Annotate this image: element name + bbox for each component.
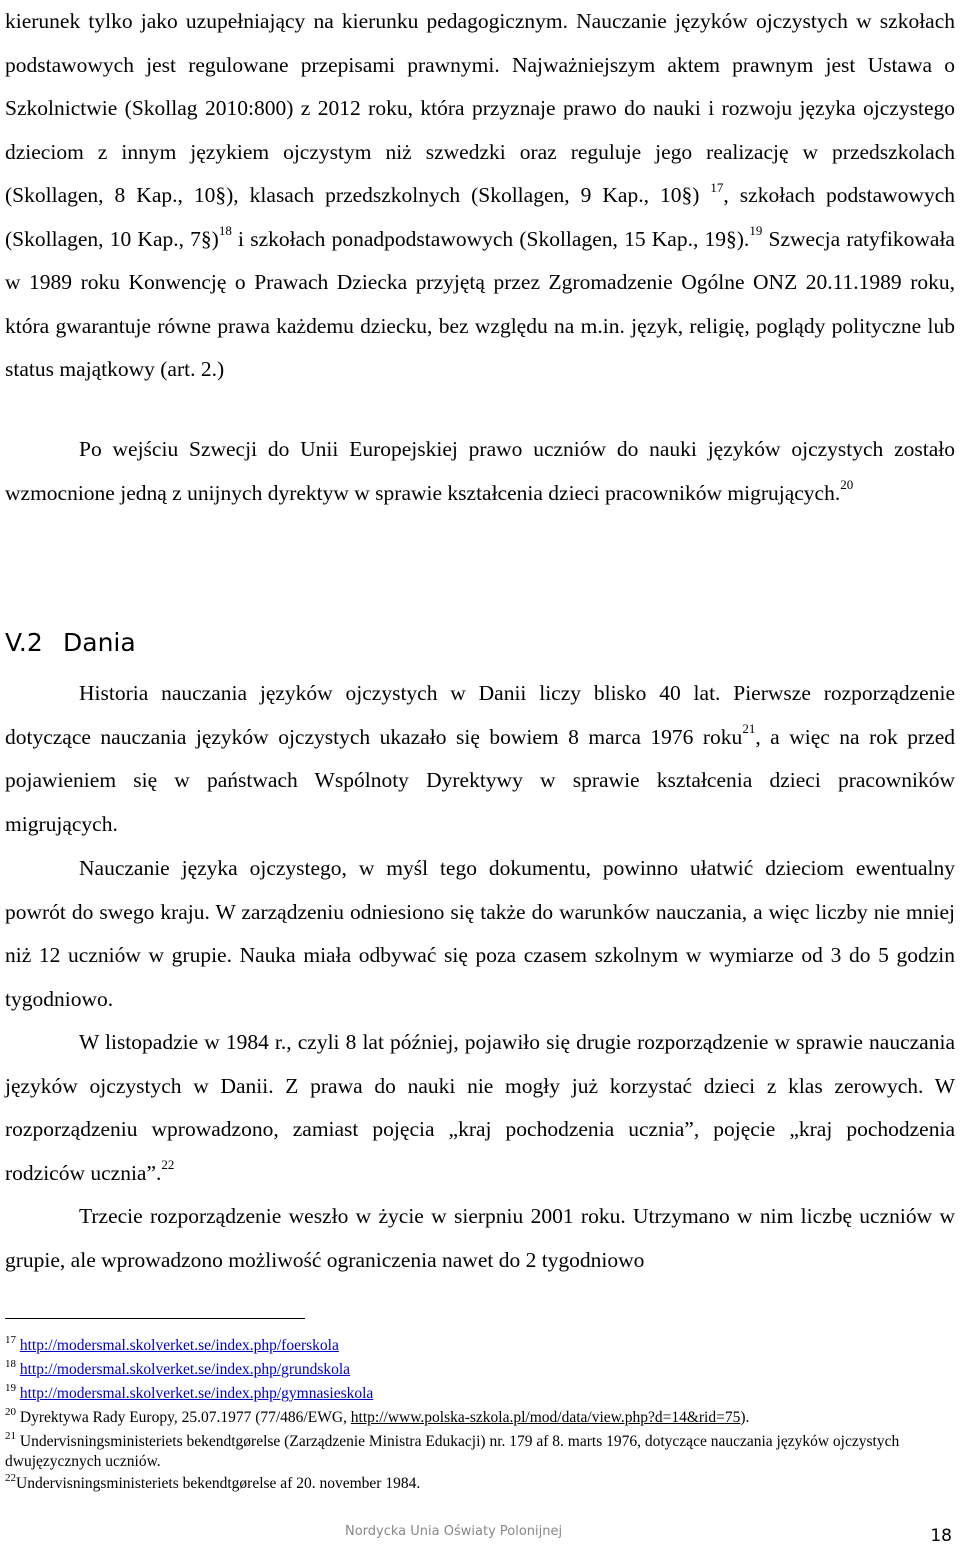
paragraph-1-text-a: kierunek tylko jako uzupełniający na kierunku pedagogicznym. Nauczanie języków ojczystych w szkołach podstawowych jest regulowane przepisami prawnymi. Najważniejszym aktem prawnym jest Ustawa o Szkolnictwie (Skollag 2010:800) z 2012 roku, która przyznaje prawo do nauki i rozwoju języka ojczystego dzieciom z innym językiem ojczystym niż szwedzki oraz reguluje jego realizację w przedszkolach (Skollagen, 8 Kap., 10§), klasach przedszkolnych (Skollagen, 9 Kap., 10§): [5, 9, 955, 207]
footnote-18: [5, 1357, 955, 1380]
footnote-separator: [5, 1318, 305, 1319]
footnote-text: Dyrektywa Rady Europy, 25.07.1977 (77/486/EWG,: [19, 1409, 351, 1426]
paragraph-1-text-c: i szkołach ponadpodstawowych (Skollagen, 15 Kap., 19§).: [231, 226, 750, 251]
footnote-ref-21[interactable]: 21: [742, 721, 756, 737]
paragraph-3-text-a: Historia nauczania języków ojczystych w Danii liczy blisko 40 lat. Pierwsze rozporządzenie dotyczące nauczania języków ojczystych ukazało się bowiem 8 marca 1976 roku: [5, 681, 955, 749]
paragraph-4: [5, 847, 955, 1021]
page-number: 18: [930, 1526, 952, 1546]
footnote-link[interactable]: http://modersmal.skolverket.se/index.php/gymnasieskola: [19, 1385, 374, 1402]
footnote-number: 21: [5, 1429, 16, 1442]
paragraph-3-text-b: , a więc na rok przed pojawieniem się w państwach Wspólnoty Dyrektywy w sprawie kształcenia dzieci pracowników migrujących.: [5, 724, 956, 836]
paragraph-1-text-b: , szkołach podstawowych (Skollagen, 10 Kap., 7§): [5, 183, 956, 251]
footnote-ref-22[interactable]: 22: [161, 1157, 175, 1173]
footnote-ref-19[interactable]: 19: [749, 223, 763, 239]
footnote-link[interactable]: http://modersmal.skolverket.se/index.php/foerskola: [19, 1337, 339, 1354]
footnote-ref-17[interactable]: 17: [710, 179, 724, 195]
footnote-number: 18: [5, 1357, 16, 1370]
footnote-17: [5, 1333, 955, 1356]
footnote-number: 17: [5, 1333, 16, 1346]
footnote-text-end: ).: [740, 1409, 750, 1426]
paragraph-6-text: Trzecie rozporządzenie weszło w życie w sierpniu 2001 roku. Utrzymano w nim liczbę uczniów w grupie, ale wprowadzono możliwość ograniczenia nawet do 2 tygodniowo: [5, 1204, 955, 1272]
footnote-link[interactable]: http://www.polska-szkola.pl/mod/data/view.php?d=14&rid=75: [350, 1409, 741, 1426]
section-number: V.2: [5, 628, 43, 657]
footnote-number: 22: [5, 1471, 16, 1484]
paragraph-6: [5, 1195, 955, 1282]
paragraph-5: [5, 1021, 955, 1195]
footnote-link[interactable]: http://modersmal.skolverket.se/index.php/grundskola: [19, 1361, 351, 1378]
paragraph-4-text: Nauczanie języka ojczystego, w myśl tego dokumentu, powinno ułatwić dzieciom ewentualny powrót do swego kraju. W zarządzeniu odniesiono się także do warunków nauczania, a więc liczby nie mniej niż 12 uczniów w grupie. Nauka miała odbywać się poza czasem szkolnym w wymiarze od 3 do 5 godzin tygodniowo.: [5, 856, 955, 1011]
section-title: Dania: [63, 628, 136, 657]
paragraph-1: [5, 0, 955, 392]
footnote-19: [5, 1381, 955, 1404]
footnote-text: Undervisningsministeriets bekendtgørelse af 20. november 1984.: [16, 1475, 421, 1492]
footnote-number: 20: [5, 1405, 16, 1418]
footnote-text: Undervisningsministeriets bekendtgørelse (Zarządzenie Ministra Edukacji) nr. 179 af 8. marts 1976, dotyczące nauczania języków ojczystych dwujęzycznych uczniów.: [5, 1433, 900, 1470]
paragraph-1-text-d: Szwecja ratyfikowała w 1989 roku Konwencję o Prawach Dziecka przyjętą przez Zgromadzenie Ogólne ONZ 20.11.1989 roku, która gwarantuje równe prawa każdemu dziecku, bez względu na m.in. język, religię, poglądy polityczne lub status majątkowy (art. 2.): [5, 226, 955, 381]
section-heading: [5, 620, 136, 666]
paragraph-3: [5, 672, 955, 846]
footnote-21: [5, 1429, 955, 1472]
paragraph-2: [5, 428, 955, 515]
footer-publisher: Nordycka Unia Oświaty Polonijnej: [345, 1524, 563, 1539]
footnote-ref-18[interactable]: 18: [218, 223, 232, 239]
footnote-20: [5, 1405, 955, 1428]
footnote-number: 19: [5, 1381, 16, 1394]
paragraph-2-text: Po wejściu Szwecji do Unii Europejskiej prawo uczniów do nauki języków ojczystych zostało wzmocnione jedną z unijnych dyrektyw w sprawie kształcenia dzieci pracowników migrujących.: [5, 437, 955, 505]
footnote-22: [5, 1471, 955, 1494]
paragraph-5-text: W listopadzie w 1984 r., czyli 8 lat później, pojawiło się drugie rozporządzenie w sprawie nauczania języków ojczystych w Danii. Z prawa do nauki nie mogły już korzystać dzieci z klas zerowych. W rozporządzeniu wprowadzono, zamiast pojęcia „kraj pochodzenia ucznia”, pojęcie „kraj pochodzenia rodziców ucznia”.: [5, 1030, 955, 1185]
footnote-ref-20[interactable]: 20: [840, 477, 854, 493]
